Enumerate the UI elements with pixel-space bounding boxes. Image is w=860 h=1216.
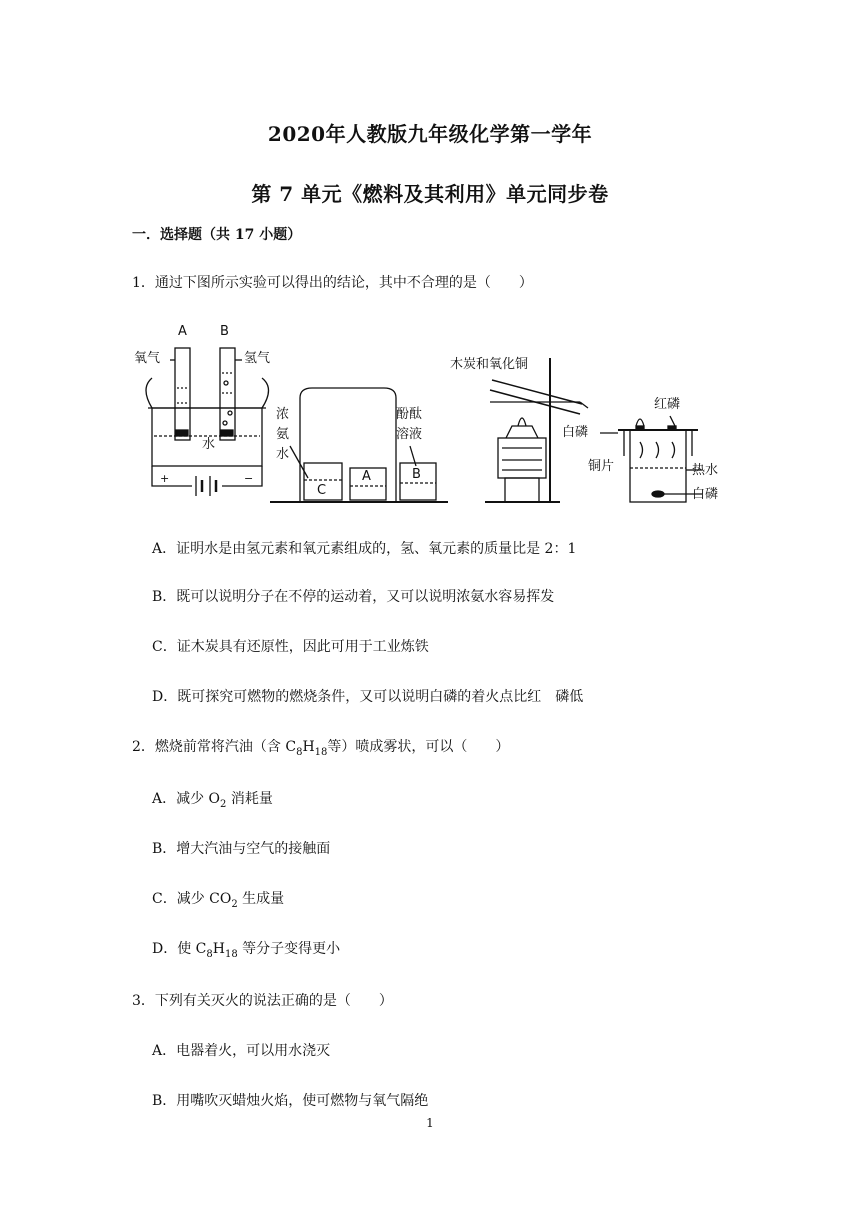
q2-a-pre: A．减少 O <box>152 791 221 807</box>
q2-stem-sub-2: 18 <box>314 746 328 758</box>
q2-d-post: 等分子变得更小 <box>237 941 341 957</box>
question-2-option-a <box>152 788 273 810</box>
doc-title-line1: 2020年人教版九年级化学第一学年 <box>267 122 593 146</box>
fig2-label-phenolphthalein-2: 溶液 <box>396 427 423 442</box>
q2-stem-sub-1: 8 <box>296 746 303 758</box>
question-2-option-d <box>152 938 340 960</box>
fig1-label-minus: − <box>244 472 254 485</box>
fig4-label-red-phosphorus: 红磷 <box>654 397 681 412</box>
q2-a-sub: 2 <box>220 798 227 810</box>
fig1-label-water: 水 <box>202 437 216 452</box>
fig2-label-a: A <box>362 469 371 484</box>
q2-d-mid: H <box>212 941 225 957</box>
q2-d-sub-1: 8 <box>206 948 213 960</box>
fig4-label-hot-water: 热水 <box>692 463 719 478</box>
q2-d-pre: D．使 C <box>152 941 207 957</box>
q2-a-post: 消耗量 <box>226 791 273 807</box>
question-2-stem <box>132 736 509 758</box>
fig2-label-phenolphthalein-1: 酚酞 <box>396 407 423 422</box>
fig1-label-b: B <box>220 324 229 339</box>
fig3-label-charcoal: 木炭和氧化铜 <box>450 357 529 372</box>
question-3-option-a: A．电器着火，可以用水浇灭 <box>152 1043 331 1059</box>
fig2-label-c: C <box>317 483 327 498</box>
fig4-label-copper-sheet: 铜片 <box>588 459 615 474</box>
doc-title-line2: 第 7 单元《燃料及其利用》单元同步卷 <box>251 182 609 206</box>
fig1-label-a: A <box>178 324 187 339</box>
fig1-label-oxygen: 氧气 <box>134 351 161 366</box>
question-3-stem: 3．下列有关灭火的说法正确的是（ ） <box>132 993 393 1009</box>
question-1-option-b: B．既可以说明分子在不停的运动着，又可以说明浓氨水容易挥发 <box>152 589 555 605</box>
combustion-conditions-apparatus <box>600 416 702 502</box>
question-2-option-c <box>152 888 284 910</box>
q2-c-post: 生成量 <box>237 891 285 907</box>
q2-c-sub: 2 <box>231 898 238 910</box>
ammonia-diffusion-apparatus <box>270 388 448 502</box>
question-1-option-d: D．既可探究可燃物的燃烧条件，又可以说明白磷的着火点比红 磷低 <box>152 689 584 705</box>
q2-d-sub-2: 18 <box>224 948 238 960</box>
question-3-option-b: B．用嘴吹灭蜡烛火焰，使可燃物与氧气隔绝 <box>152 1093 429 1109</box>
question-1-stem: 1．通过下图所示实验可以得出的结论，其中不合理的是（ ） <box>132 275 533 291</box>
q2-stem-pre: 2．燃烧前常将汽油（含 C <box>132 739 297 755</box>
fig2-label-ammonia-1: 浓 <box>276 407 290 422</box>
question-1-option-c: C．证木炭具有还原性，因此可用于工业炼铁 <box>152 639 429 655</box>
q2-c-pre: C．减少 CO <box>152 891 232 907</box>
section-heading: 一．选择题（共 17 小题） <box>132 227 302 243</box>
fig2-label-b: B <box>412 467 421 482</box>
question-1-figure <box>130 318 730 508</box>
q2-stem-mid: H <box>302 739 315 755</box>
fig2-label-ammonia-3: 水 <box>276 447 290 462</box>
question-2-option-b: B．增大汽油与空气的接触面 <box>152 841 331 857</box>
fig2-label-ammonia-2: 氨 <box>276 427 290 442</box>
page-number: 1 <box>426 1116 434 1130</box>
fig4-label-white-phosphorus-top: 白磷 <box>562 425 589 440</box>
fig4-label-white-phosphorus-bottom: 白磷 <box>692 487 719 502</box>
fig1-label-plus: + <box>160 472 170 485</box>
question-1-option-a: A．证明水是由氢元素和氧元素组成的，氢、氧元素的质量比是 2：1 <box>152 541 577 557</box>
fig1-label-hydrogen: 氢气 <box>244 351 271 366</box>
q2-stem-post: 等）喷成雾状，可以（ ） <box>327 739 510 755</box>
